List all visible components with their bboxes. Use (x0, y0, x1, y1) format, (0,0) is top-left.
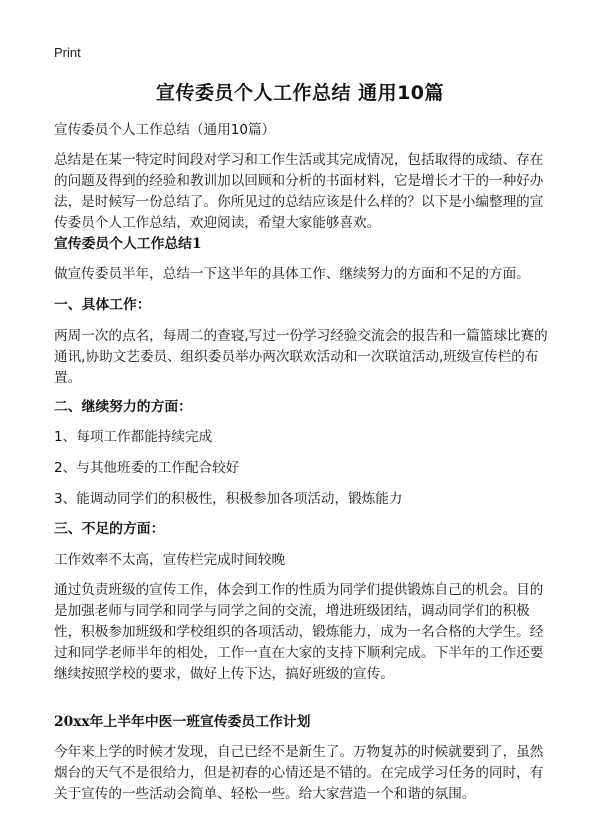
list-item: 1、每项工作都能持续完成 (54, 429, 213, 445)
list-item: 2、与其他班委的工作配合较好 (54, 460, 240, 476)
section1-heading: 宣传委员个人工作总结1 (54, 236, 202, 252)
conclusion-paragraph: 通过负责班级的宣传工作，体会到工作的性质为同学们提供锻炼自己的机会。目的是加强老师与同学和同学与同学之间的交流，增进班级团结，调动同学们的积极性，积极参加班级和学校组织的各项活动，锻炼能力，成为一名合格的大学生。经过和同学老师半年的相处，工作一直在大家的支持下顺利完成。下半年的工作还要继续按照学校的要求，做好上传下达，搞好班级的宣传。 (54, 582, 544, 682)
section1-intro: 做宣传委员半年，总结一下这半年的具体工作、继续努力的方面和不足的方面。 (54, 266, 530, 282)
part1-heading: 一、具体工作： (54, 297, 151, 313)
page-title: 宣传委员个人工作总结 通用10篇 (155, 82, 445, 104)
list-item: 3、能调动同学们的积极性，积极参加各项活动，锻炼能力 (54, 491, 403, 507)
part3-paragraph: 工作效率不太高，宣传栏完成时间较晚 (54, 552, 286, 568)
section2-paragraph: 今年来上学的时候才发现，自己已经不是新生了。万物复苏的时候就要到了，虽然烟台的天气不是很给力，但是初春的心情还是不错的。在完成学习任务的同时，有关于宣传的一些活动会简单、轻松一些。给大家营造一个和谐的氛围。 (54, 744, 544, 802)
print-label: Print (54, 45, 81, 60)
part2-heading: 二、继续努力的方面： (54, 399, 192, 415)
part1-paragraph: 两周一次的点名，每周二的查寝,写过一份学习经验交流会的报告和一篇篮球比赛的通讯,协助文艺委员、组织委员举办两次联欢活动和一次联谊活动,班级宣传栏的布置。 (54, 328, 548, 386)
intro-paragraph: 总结是在某一特定时间段对学习和工作生活或其完成情况，包括取得的成绩、存在的问题及得到的经验和教训加以回顾和分析的书面材料，它是增长才干的一种好办法，是时候写一份总结了。你所见过的总结应该是什么样的？以下是小编整理的宣传委员个人工作总结，欢迎阅读，希望大家能够喜欢。 (54, 152, 544, 231)
subtitle-line: 宣传委员个人工作总结（通用10篇） (54, 122, 276, 138)
section2-heading: 20xx年上半年中医一班宣传委员工作计划 (54, 714, 311, 730)
part3-heading: 三、不足的方面： (54, 521, 165, 537)
